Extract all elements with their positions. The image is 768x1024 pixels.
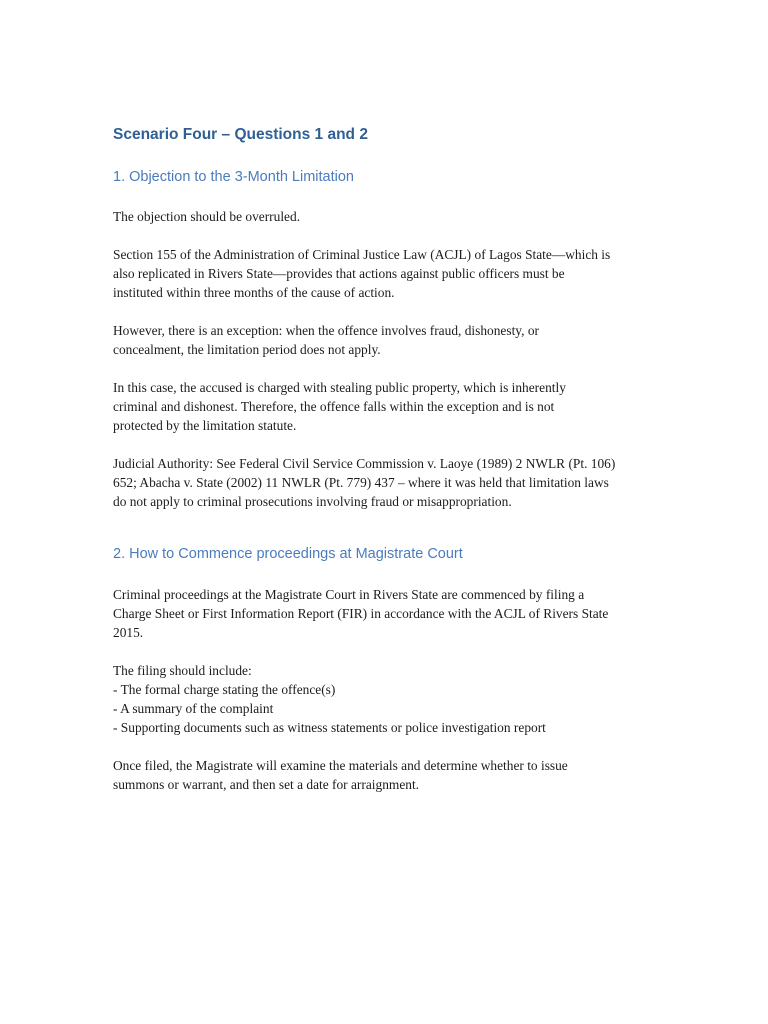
list-item: - Supporting documents such as witness statements or police investigation report xyxy=(113,720,546,735)
text-line: However, there is an exception: when the offence involves fraud, dishonesty, or xyxy=(113,323,539,338)
text-line: criminal and dishonest. Therefore, the offence falls within the exception and is not xyxy=(113,399,555,414)
section-heading-commence: 2. How to Commence proceedings at Magistrate Court xyxy=(113,546,463,562)
text-line: concealment, the limitation period does not apply. xyxy=(113,342,381,357)
paragraph xyxy=(113,245,658,302)
text-line: 652; Abacha v. State (2002) 11 NWLR (Pt. 779) 437 – where it was held that limitation laws xyxy=(113,475,609,490)
paragraph xyxy=(113,454,658,511)
paragraph xyxy=(113,321,658,359)
paragraph xyxy=(113,661,658,737)
text-line: instituted within three months of the cause of action. xyxy=(113,285,395,300)
list-item: - A summary of the complaint xyxy=(113,701,274,716)
text-line: The filing should include: xyxy=(113,663,252,678)
paragraph xyxy=(113,207,658,226)
text-line: also replicated in Rivers State—provides that actions against public officers must be xyxy=(113,266,565,281)
text-line: The objection should be overruled. xyxy=(113,209,301,224)
text-line: 2015. xyxy=(113,625,144,640)
text-line: Judicial Authority: See Federal Civil Service Commission v. Laoye (1989) 2 NWLR (Pt. 106) xyxy=(113,456,616,471)
text-line: Criminal proceedings at the Magistrate Court in Rivers State are commenced by filing a xyxy=(113,587,585,602)
paragraph xyxy=(113,756,658,794)
text-line: protected by the limitation statute. xyxy=(113,418,297,433)
section-body-commence xyxy=(113,585,658,794)
text-line: Charge Sheet or First Information Report (FIR) in accordance with the ACJL of Rivers State xyxy=(113,606,609,621)
text-line: Section 155 of the Administration of Criminal Justice Law (ACJL) of Lagos State—which is xyxy=(113,247,611,262)
text-line: In this case, the accused is charged with stealing public property, which is inherently xyxy=(113,380,566,395)
paragraph xyxy=(113,378,658,435)
document-title: Scenario Four – Questions 1 and 2 xyxy=(113,126,368,143)
document-body xyxy=(113,125,658,794)
text-line: Once filed, the Magistrate will examine the materials and determine whether to issue xyxy=(113,758,568,773)
section-heading-objection: 1. Objection to the 3-Month Limitation xyxy=(113,169,354,185)
text-line: summons or warrant, and then set a date for arraignment. xyxy=(113,777,420,792)
list-item: - The formal charge stating the offence(s) xyxy=(113,682,336,697)
paragraph xyxy=(113,585,658,642)
text-line: do not apply to criminal prosecutions involving fraud or misappropriation. xyxy=(113,494,512,509)
section-body-objection xyxy=(113,207,658,511)
